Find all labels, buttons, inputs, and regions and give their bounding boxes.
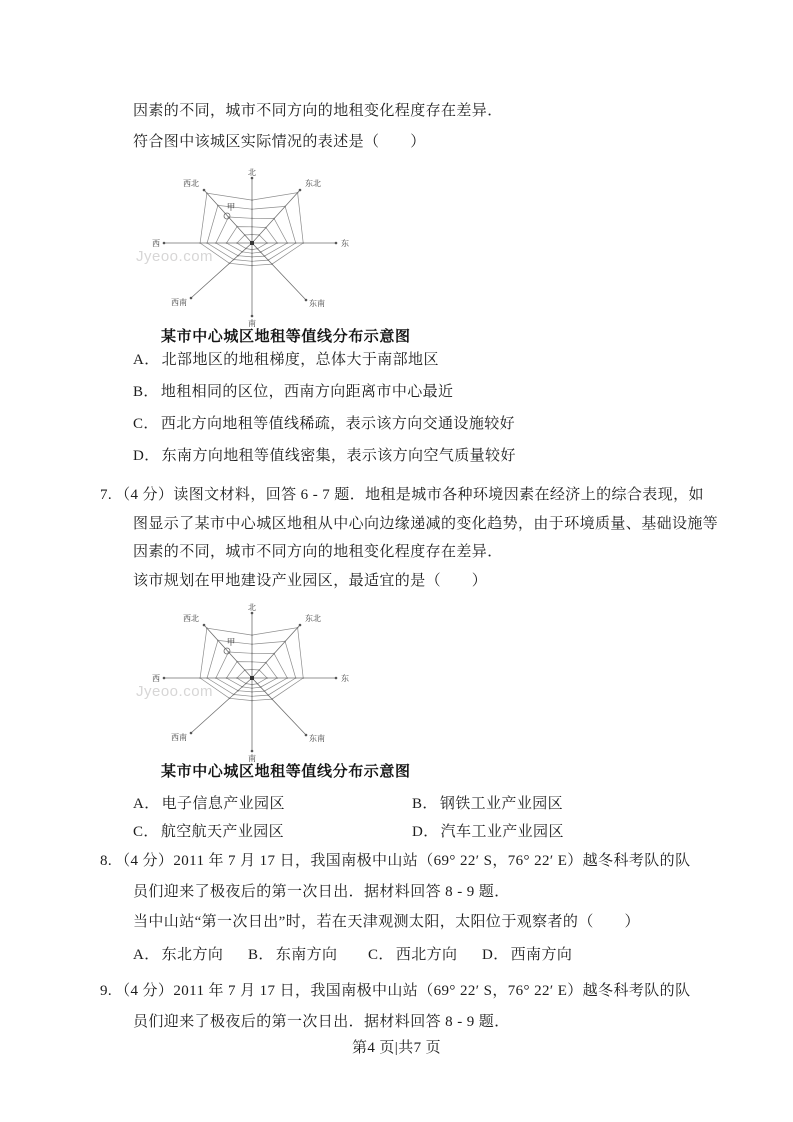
isoline-vertex-dot — [251, 691, 253, 693]
isoline-vertex-dot — [257, 683, 259, 685]
isoline-vertex-dot — [297, 627, 299, 629]
isoline-vertex-dot — [228, 651, 230, 653]
figure-rent-isoline-1 — [136, 166, 448, 348]
option-letter: D． — [482, 947, 509, 963]
isoline-vertex-dot — [287, 242, 289, 244]
direction-label: 西 — [152, 674, 160, 683]
q7-option-a — [133, 795, 285, 814]
direction-label: 东北 — [305, 179, 321, 188]
option-letter: D． — [133, 448, 160, 464]
option-letter: B． — [248, 947, 274, 963]
isoline-vertex-dot — [265, 227, 267, 229]
isoline-vertex-dot — [251, 696, 253, 698]
q8-option-b — [248, 946, 337, 965]
q6-option-d — [133, 447, 516, 466]
isoline-vertex-dot — [264, 690, 266, 692]
option-letter: D． — [412, 824, 439, 840]
q7-line-3: 因素的不同，城市不同方向的地租变化程度存在差异． — [133, 544, 503, 560]
isoline-vertex-dot — [229, 263, 231, 265]
axis-end-dot — [190, 297, 193, 300]
option-letter: B． — [133, 384, 159, 400]
isoline-vertex-dot — [284, 641, 286, 643]
isoline-vertex-dot — [287, 677, 289, 679]
isoline-vertex-dot — [236, 661, 238, 663]
isoline-vertex-dot — [271, 263, 273, 265]
site-jia-label: 甲 — [226, 637, 236, 647]
q7-option-c — [133, 823, 284, 842]
isoline-vertex-dot — [206, 627, 208, 629]
rent-isoline-diagram — [148, 601, 448, 767]
isoline-vertex-dot — [267, 259, 269, 261]
axis-end-dot — [335, 242, 338, 245]
axis-end-dot — [251, 315, 254, 318]
isoline-vertex-dot — [236, 242, 238, 244]
option-letter: C． — [133, 416, 159, 432]
axis-end-dot — [299, 624, 302, 627]
option-letter: C． — [368, 947, 394, 963]
isoline-vertex-dot — [260, 251, 262, 253]
isoline-vertex-dot — [266, 242, 268, 244]
option-letter: A． — [133, 947, 160, 963]
isoline-vertex-dot — [267, 694, 269, 696]
option-text: 北部地区的地租梯度，总体大于南部地区 — [161, 352, 439, 368]
option-text: 东南方向地租等值线密集，表示该方向空气质量较好 — [161, 448, 516, 464]
isoline-vertex-dot — [251, 687, 253, 689]
isoline-vertex-dot — [233, 694, 235, 696]
q7-question-prompt: 该市规划在甲地建设产业园区，最适宜的是（ ） — [133, 573, 488, 589]
isoline-vertex-dot — [199, 242, 201, 244]
option-text: 钢铁工业产业园区 — [439, 796, 564, 812]
axis-end-dot — [203, 189, 206, 192]
direction-label: 东北 — [305, 614, 321, 623]
isoline-vertex-dot — [245, 683, 247, 685]
figure-caption: 某市中心城区地租等值线分布示意图 — [161, 764, 411, 780]
axis-end-dot — [190, 732, 193, 735]
option-text: 东南方向 — [275, 947, 338, 963]
isoline-vertex-dot — [226, 677, 228, 679]
direction-label: 西 — [152, 239, 160, 248]
isoline-vertex-dot — [251, 218, 253, 220]
q7-line-2: 图显示了某市中心城区地租从中心向边缘递减的变化趋势，由于环境质量、基础设施等 — [133, 516, 719, 532]
direction-label: 北 — [248, 603, 256, 612]
figure-caption: 某市中心城区地租等值线分布示意图 — [161, 329, 411, 345]
option-text: 西南方向 — [510, 947, 573, 963]
rent-isoline-ring — [216, 652, 287, 692]
direction-label: 东 — [341, 239, 349, 248]
isoline-vertex-dot — [295, 677, 297, 679]
isoline-vertex-dot — [276, 677, 278, 679]
q8-option-a — [133, 946, 223, 965]
option-text: 航空航天产业园区 — [160, 824, 285, 840]
isoline-vertex-dot — [257, 248, 259, 250]
direction-label: 西北 — [183, 179, 199, 188]
figure-rent-isoline-2 — [136, 601, 448, 783]
question-number: 9. — [100, 983, 113, 999]
isoline-vertex-dot — [251, 653, 253, 655]
isoline-vertex-dot — [251, 208, 253, 210]
isoline-vertex-dot — [264, 255, 266, 257]
isoline-vertex-dot — [251, 684, 253, 686]
isoline-vertex-dot — [244, 669, 246, 671]
option-text: 汽车工业产业园区 — [440, 824, 564, 840]
question-number: 7. — [100, 487, 113, 503]
isoline-vertex-dot — [217, 640, 219, 642]
isoline-vertex-dot — [302, 677, 304, 679]
site-jia-label: 甲 — [226, 202, 236, 212]
axis-end-dot — [299, 189, 302, 192]
option-text: 东北方向 — [161, 947, 224, 963]
direction-label: 北 — [248, 168, 256, 177]
option-letter: A． — [133, 796, 160, 812]
q8-option-d — [482, 946, 572, 965]
city-center-marker — [250, 241, 254, 245]
rent-isoline-diagram — [148, 166, 448, 332]
direction-label: 南 — [248, 319, 256, 328]
city-center-marker — [250, 676, 254, 680]
compass-axis — [191, 243, 252, 298]
isoline-vertex-dot — [228, 216, 230, 218]
option-letter: B． — [412, 796, 438, 812]
axis-end-dot — [305, 734, 308, 737]
direction-label: 东南 — [309, 299, 325, 308]
q7-option-d — [412, 823, 564, 842]
isoline-vertex-dot — [295, 242, 297, 244]
compass-axis — [191, 678, 252, 733]
isoline-vertex-dot — [233, 259, 235, 261]
isoline-vertex-dot — [251, 700, 253, 702]
option-text: 电子信息产业园区 — [161, 796, 285, 812]
q9-line-2: 员们迎来了极夜后的第一次日出．据材料回答 8 - 9 题． — [133, 1014, 510, 1030]
isoline-vertex-dot — [302, 242, 304, 244]
isoline-vertex-dot — [206, 192, 208, 194]
isoline-vertex-dot — [276, 242, 278, 244]
isoline-vertex-dot — [215, 677, 217, 679]
isoline-vertex-dot — [251, 252, 253, 254]
q7-line-1: 7. （4 分）读图文材料，回答 6 - 7 题．地租是城市各种环境因素在经济上的综合表现，如 — [100, 487, 704, 503]
question-number: 8. — [100, 853, 113, 869]
axis-end-dot — [251, 612, 254, 615]
option-text: 西北方向 — [395, 947, 458, 963]
direction-label: 西北 — [183, 614, 199, 623]
isoline-vertex-dot — [251, 256, 253, 258]
isoline-vertex-dot — [229, 698, 231, 700]
isoline-vertex-dot — [206, 677, 208, 679]
direction-label: 东 — [341, 674, 349, 683]
q6-option-c — [133, 415, 515, 434]
isoline-vertex-dot — [251, 643, 253, 645]
isoline-vertex-dot — [226, 242, 228, 244]
direction-label: 东南 — [309, 734, 325, 743]
option-text: 西北方向地租等值线稀疏，表示该方向交通设施较好 — [160, 416, 516, 432]
option-text: 地租相同的区位，西南方向距离市中心最近 — [160, 384, 454, 400]
axis-end-dot — [251, 177, 254, 180]
direction-label: 西南 — [171, 733, 187, 742]
isoline-vertex-dot — [273, 218, 275, 220]
isoline-vertex-dot — [273, 653, 275, 655]
q9-line-1: 9. （4 分）2011 年 7 月 17 日，我国南极中山站（69° 22′ S，76° 22′ E）越冬科考队的队 — [100, 983, 691, 999]
q6-text-line: 因素的不同，城市不同方向的地租变化程度存在差异． — [133, 103, 503, 119]
axis-end-dot — [203, 624, 206, 627]
isoline-vertex-dot — [266, 677, 268, 679]
direction-label: 西南 — [171, 298, 187, 307]
isoline-vertex-dot — [215, 242, 217, 244]
site-jia-circle — [224, 648, 230, 654]
isoline-vertex-dot — [260, 686, 262, 688]
q6-question-prompt: 符合图中该城区实际情况的表述是（ ） — [133, 134, 426, 150]
page-number-footer: 第4 页|共7 页 — [351, 1040, 442, 1056]
axis-end-dot — [251, 750, 254, 753]
q6-option-a — [133, 351, 439, 370]
isoline-vertex-dot — [206, 242, 208, 244]
isoline-vertex-dot — [251, 265, 253, 267]
isoline-vertex-dot — [236, 226, 238, 228]
isoline-vertex-dot — [251, 634, 253, 636]
isoline-vertex-dot — [251, 199, 253, 201]
site-jia-circle — [224, 213, 230, 219]
isoline-vertex-dot — [236, 677, 238, 679]
isoline-vertex-dot — [251, 261, 253, 263]
q6-option-b — [133, 383, 453, 402]
isoline-vertex-dot — [251, 226, 253, 228]
isoline-vertex-dot — [237, 690, 239, 692]
isoline-vertex-dot — [217, 205, 219, 207]
isoline-vertex-dot — [297, 192, 299, 194]
watermark: Jyeoo.com — [136, 683, 214, 700]
isoline-vertex-dot — [258, 234, 260, 236]
direction-label: 南 — [248, 754, 256, 763]
axis-end-dot — [163, 242, 166, 245]
isoline-vertex-dot — [251, 249, 253, 251]
q8-question-prompt: 当中山站“第一次日出”时，若在天津观测太阳，太阳位于观察者的（ ） — [133, 914, 640, 930]
q8-option-c — [368, 946, 457, 965]
isoline-vertex-dot — [245, 248, 247, 250]
isoline-vertex-dot — [244, 234, 246, 236]
q8-line-1: 8. （4 分）2011 年 7 月 17 日，我国南极中山站（69° 22′ S，76° 22′ E）越冬科考队的队 — [100, 853, 691, 869]
rent-isoline-ring — [216, 217, 287, 257]
isoline-vertex-dot — [199, 677, 201, 679]
isoline-vertex-dot — [251, 234, 253, 236]
isoline-vertex-dot — [251, 669, 253, 671]
isoline-vertex-dot — [265, 662, 267, 664]
isoline-vertex-dot — [271, 698, 273, 700]
isoline-vertex-dot — [251, 661, 253, 663]
isoline-vertex-dot — [258, 669, 260, 671]
q7-option-b — [412, 795, 563, 814]
isoline-vertex-dot — [284, 206, 286, 208]
option-letter: A． — [133, 352, 160, 368]
option-letter: C． — [133, 824, 159, 840]
isoline-vertex-dot — [241, 686, 243, 688]
isoline-vertex-dot — [241, 251, 243, 253]
axis-end-dot — [305, 299, 308, 302]
axis-end-dot — [335, 677, 338, 680]
isoline-vertex-dot — [237, 255, 239, 257]
q8-line-2: 员们迎来了极夜后的第一次日出．据材料回答 8 - 9 题． — [133, 884, 510, 900]
axis-end-dot — [163, 677, 166, 680]
watermark: Jyeoo.com — [136, 248, 214, 265]
